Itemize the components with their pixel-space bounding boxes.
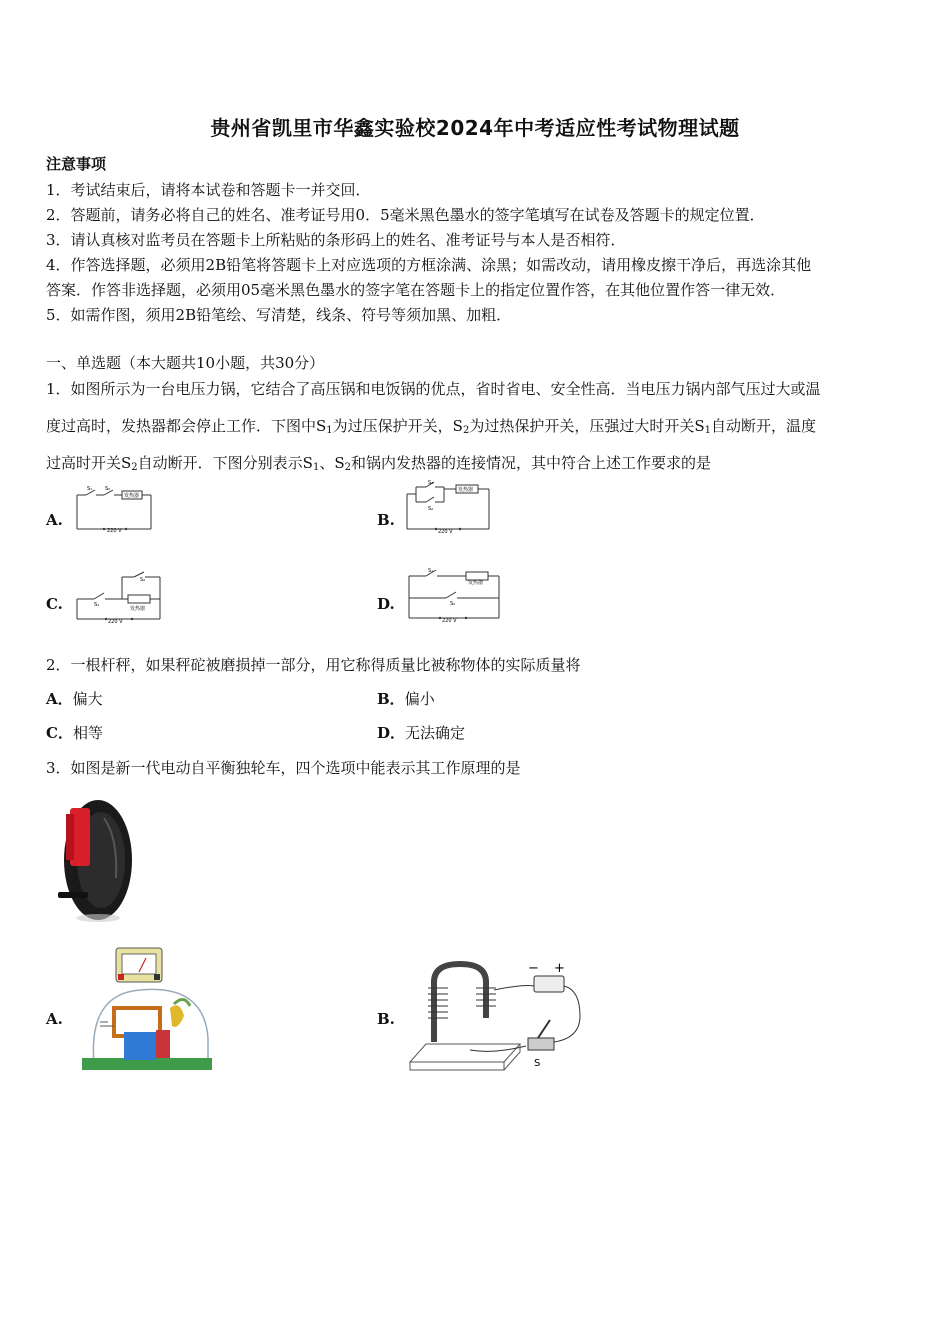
notice-item: 答案．作答非选择题，必须用05毫米黑色墨水的签字笔在答题卡上的指定位置作答，在其他位置作答一律无效． (46, 281, 786, 299)
text-run: 为过压保护开关，S (332, 417, 463, 435)
option-letter: D． (377, 724, 406, 742)
q1-stem-line2 (46, 415, 816, 436)
q2-option-b[interactable] (377, 688, 435, 709)
text-run: 度过高时，发热器都会停止工作．下图中S (46, 417, 327, 435)
switch-label: S (534, 1058, 541, 1069)
subscript: 2 (344, 462, 351, 473)
q2-option-a[interactable] (46, 688, 103, 709)
subscript: 1 (326, 425, 333, 436)
unicycle-image (54, 798, 138, 924)
s1-label: S₁ (428, 480, 434, 486)
battery-minus-label: − (528, 961, 539, 976)
heater-label: 发热器 (458, 487, 474, 493)
s2-label: S₂ (428, 506, 434, 512)
notice-item: 3．请认真核对监考员在答题卡上所粘贴的条形码上的姓名、准考证号与本人是否相符． (46, 231, 626, 249)
q3-option-b-label[interactable]: B. (377, 1010, 395, 1028)
s1-label: S₁ (94, 602, 100, 608)
text-run: 和锅内发热器的连接情况，其中符合上述工作要求的是 (350, 454, 711, 472)
q2-option-d[interactable] (377, 722, 465, 743)
s2-label: S₂ (140, 577, 146, 583)
circuit-diagram-b (404, 479, 492, 535)
q1-stem-line3 (46, 452, 711, 473)
heater-label: 发热器 (124, 493, 140, 499)
notice-item: 1．考试结束后，请将本试卷和答题卡一并交回． (46, 181, 371, 199)
subscript: 1 (704, 425, 711, 436)
voltage-label: 220 V (442, 618, 457, 624)
q3-stem: 3．如图是新一代电动自平衡独轮车，四个选项中能表示其工作原理的是 (46, 759, 521, 777)
option-letter: A． (46, 690, 73, 708)
q1-option-a-label[interactable]: A. (46, 511, 63, 529)
option-letter: B． (377, 690, 405, 708)
text-run: 过高时开关S (46, 454, 132, 472)
notice-item: 4．作答选择题，必须用2B铅笔将答题卡上对应选项的方框涂满、涂黑；如需改动，请用橡皮擦干净后，再选涂其他 (46, 256, 812, 274)
battery-plus-label: + (554, 961, 565, 976)
q3-option-a-label[interactable]: A. (46, 1010, 63, 1028)
option-text: 偏大 (72, 690, 103, 708)
page-title: 贵州省凯里市华鑫实验校2024年中考适应性考试物理试题 (210, 116, 740, 140)
voltage-label: 220 V (438, 529, 453, 535)
q1-stem-line1: 1．如图所示为一台电压力锅，它结合了高压锅和电饭锅的优点，省时省电、安全性高．当电压力锅内部气压过大或温 (46, 380, 821, 398)
q2-stem: 2．一根杆秤，如果秤砣被磨损掉一部分，用它称得质量比被称物体的实际质量将 (46, 656, 581, 674)
circuit-diagram-c (74, 569, 164, 625)
circuit-diagram-a (74, 484, 154, 534)
option-text: 偏小 (404, 690, 435, 708)
s2-label: S₂ (105, 486, 111, 492)
q1-option-d-label[interactable]: D. (377, 595, 395, 613)
text-run: 、S (319, 454, 345, 472)
s1-label: S₁ (428, 568, 434, 574)
voltage-label: 220 V (108, 619, 123, 625)
heater-label: 发热器 (468, 580, 484, 586)
circuit-diagram-d (404, 566, 504, 626)
subscript: 2 (131, 462, 138, 473)
q1-option-b-label[interactable]: B. (377, 511, 395, 529)
text-run: 自动断开，温度 (710, 417, 816, 435)
notice-item: 2．答题前，请务必将自己的姓名、准考证号用0．5毫米黑色墨水的签字笔填写在试卷及答题卡的规定位置． (46, 206, 765, 224)
q2-option-c[interactable] (46, 722, 103, 743)
subscript: 2 (462, 425, 470, 436)
q1-option-c-label[interactable]: C. (46, 595, 63, 613)
subscript: 1 (312, 462, 320, 473)
text-run: 自动断开．下图分别表示S (137, 454, 313, 472)
section-heading: 一、单选题（本大题共10小题，共30分） (46, 354, 325, 372)
option-text: 无法确定 (405, 724, 466, 742)
s1-label: S₁ (87, 486, 93, 492)
q3-diagram-b (404, 958, 584, 1076)
option-letter: C． (46, 724, 73, 742)
q3-diagram-a (80, 946, 216, 1074)
s2-label: S₂ (450, 601, 456, 607)
notice-item: 5．如需作图，须用2B铅笔绘、写清楚，线条、符号等须加黑、加粗． (46, 306, 512, 324)
voltage-label: 220 V (107, 528, 122, 534)
option-text: 相等 (72, 724, 103, 742)
notice-heading: 注意事项 (46, 155, 107, 173)
text-run: 为过热保护开关，压强过大时开关S (469, 417, 705, 435)
heater-label: 发热器 (130, 606, 146, 612)
